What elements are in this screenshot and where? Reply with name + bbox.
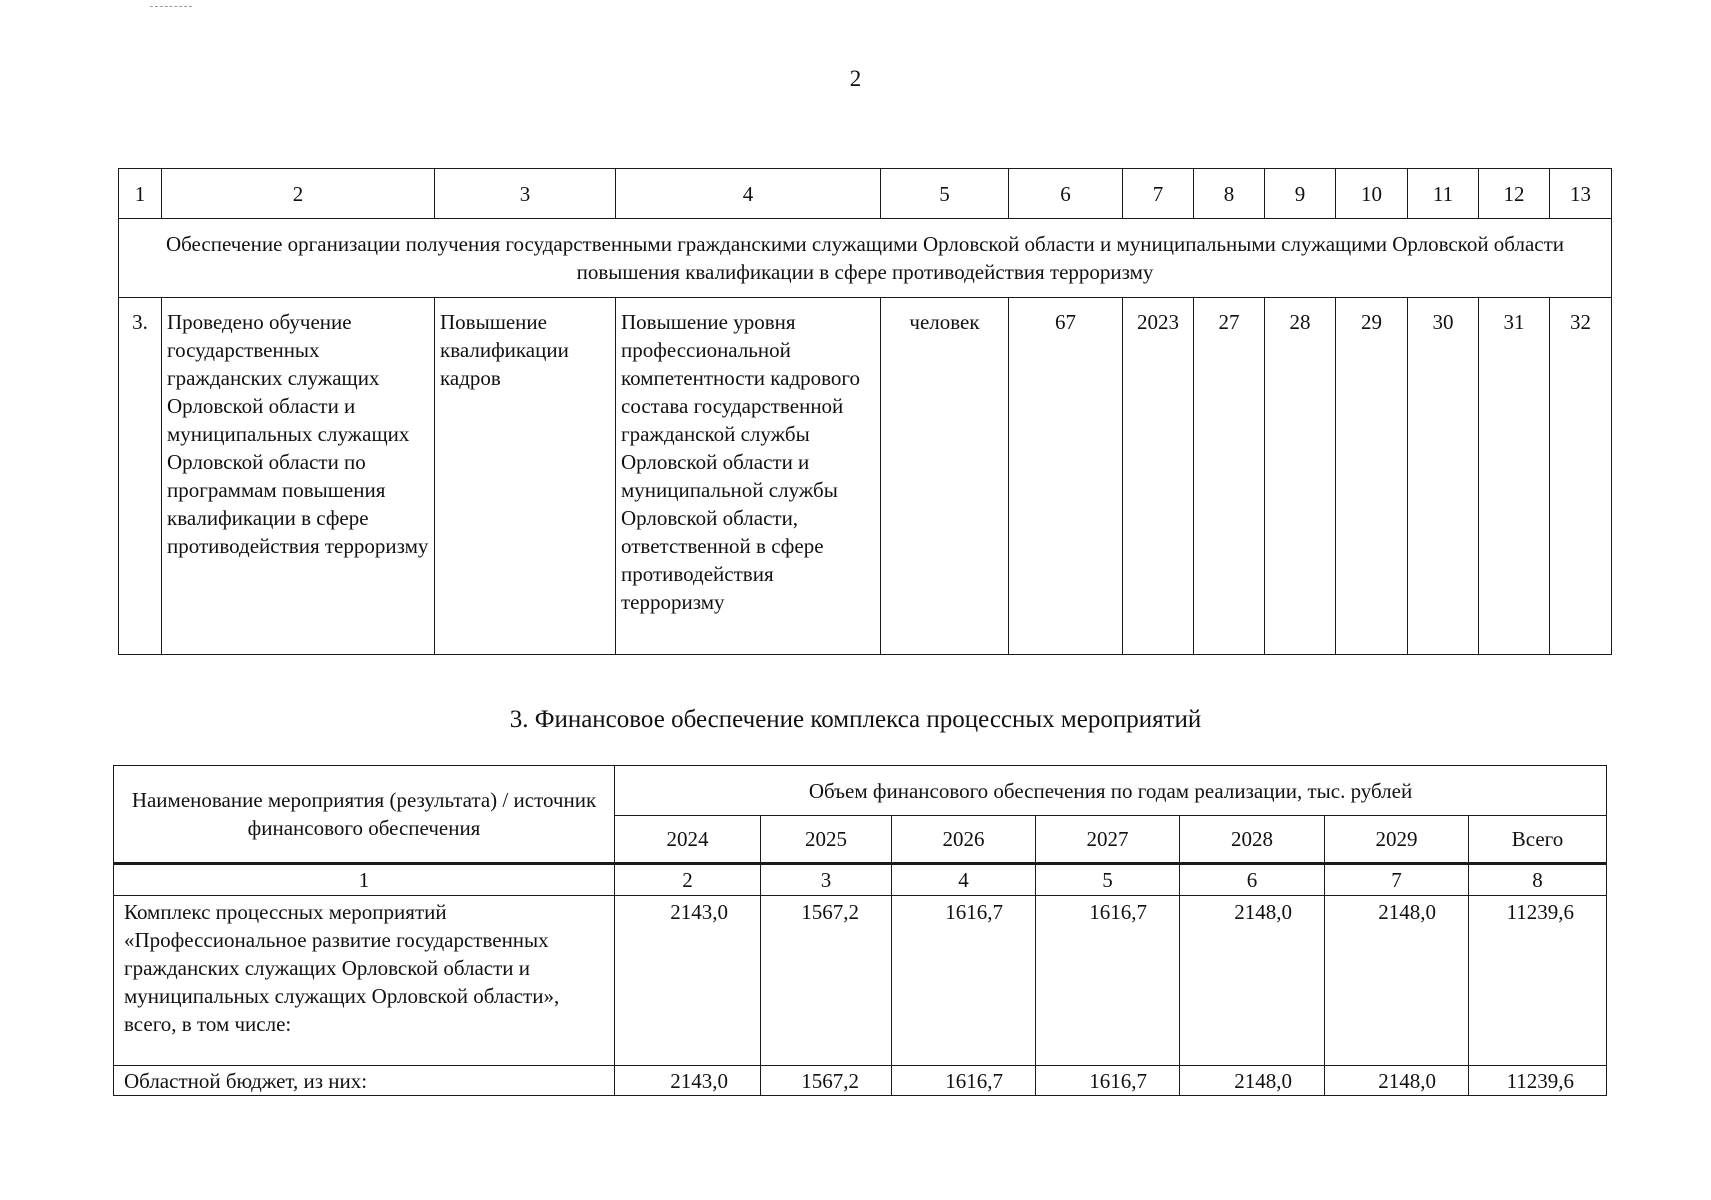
row-value: 1567,2: [761, 1066, 892, 1096]
column-number: 12: [1479, 169, 1550, 219]
column-number: 9: [1265, 169, 1336, 219]
year-value: 28: [1265, 298, 1336, 655]
result-characteristic: Повышение уровня профессиональной компетентности кадрового состава государственной гражданской службы Орловской области и муниципальной службы Орловской области, ответственной в сфере противодействия терроризму: [616, 298, 881, 655]
row-value: 1567,2: [761, 896, 892, 1066]
year-header: 2024: [615, 816, 761, 864]
column-number: 3: [761, 864, 892, 896]
year-value: 32: [1550, 298, 1612, 655]
column-number: 7: [1123, 169, 1194, 219]
row-value: 2143,0: [615, 896, 761, 1066]
header-row: [114, 766, 1607, 816]
table-row: [114, 1066, 1607, 1096]
column-number: 3: [435, 169, 616, 219]
row-total: 11239,6: [1469, 896, 1607, 1066]
row-number: 3.: [119, 298, 162, 655]
row-value: 2148,0: [1325, 1066, 1469, 1096]
name-column-header: Наименование мероприятия (результата) / источник финансового обеспечения: [114, 766, 615, 864]
column-number: 13: [1550, 169, 1612, 219]
column-number: 1: [114, 864, 615, 896]
year-value: 31: [1479, 298, 1550, 655]
section-heading: 3. Финансовое обеспечение комплекса процессных мероприятий: [509, 706, 1202, 733]
column-number: 4: [892, 864, 1036, 896]
year-header: 2025: [761, 816, 892, 864]
row-value: 2148,0: [1180, 1066, 1325, 1096]
row-value: 2148,0: [1180, 896, 1325, 1066]
column-number: 2: [162, 169, 435, 219]
table-row: [119, 298, 1612, 655]
row-value: 2148,0: [1325, 896, 1469, 1066]
page-number: 2: [849, 66, 862, 91]
column-number: 2: [615, 864, 761, 896]
result-type: Повышение квалификации кадров: [435, 298, 616, 655]
row-name: Комплекс процессных мероприятий «Профессиональное развитие государственных гражданских служащих Орловской области и муниципальных служащих Орловской области», всего, в том числе:: [114, 896, 615, 1066]
scan-artifact: [150, 6, 192, 7]
column-number: 10: [1336, 169, 1408, 219]
volume-column-header: Объем финансового обеспечения по годам реализации, тыс. рублей: [615, 766, 1607, 816]
result-name: Проведено обучение государственных гражданских служащих Орловской области и муниципальных служащих Орловской области по программам повышения квалификации в сфере противодействия терроризму: [162, 298, 435, 655]
base-year: 2023: [1123, 298, 1194, 655]
row-value: 1616,7: [892, 896, 1036, 1066]
column-number: 5: [881, 169, 1009, 219]
task-section-row: [119, 219, 1612, 298]
column-number: 6: [1009, 169, 1123, 219]
results-table: [118, 168, 1612, 655]
year-header: 2026: [892, 816, 1036, 864]
column-number-row: [119, 169, 1612, 219]
year-header: 2027: [1036, 816, 1180, 864]
column-number: 1: [119, 169, 162, 219]
column-number: 8: [1194, 169, 1265, 219]
row-value: 1616,7: [892, 1066, 1036, 1096]
row-total: 11239,6: [1469, 1066, 1607, 1096]
column-number: 8: [1469, 864, 1607, 896]
year-header: 2028: [1180, 816, 1325, 864]
finance-table: [113, 765, 1607, 1096]
task-section-title: Обеспечение организации получения государственными гражданскими служащими Орловской области и муниципальными служащими Орловской области повышения квалификации в сфере противодействия терроризму: [119, 219, 1612, 298]
year-value: 29: [1336, 298, 1408, 655]
row-name: Областной бюджет, из них:: [114, 1066, 615, 1096]
year-header: 2029: [1325, 816, 1469, 864]
year-value: 27: [1194, 298, 1265, 655]
table-row: [114, 896, 1607, 1066]
row-value: 2143,0: [615, 1066, 761, 1096]
column-number: 11: [1408, 169, 1479, 219]
column-number: 4: [616, 169, 881, 219]
column-number-row: [114, 864, 1607, 896]
row-value: 1616,7: [1036, 1066, 1180, 1096]
column-number: 5: [1036, 864, 1180, 896]
total-header: Всего: [1469, 816, 1607, 864]
row-value: 1616,7: [1036, 896, 1180, 1066]
unit-of-measure: человек: [881, 298, 1009, 655]
base-value: 67: [1009, 298, 1123, 655]
column-number: 7: [1325, 864, 1469, 896]
column-number: 6: [1180, 864, 1325, 896]
year-value: 30: [1408, 298, 1479, 655]
